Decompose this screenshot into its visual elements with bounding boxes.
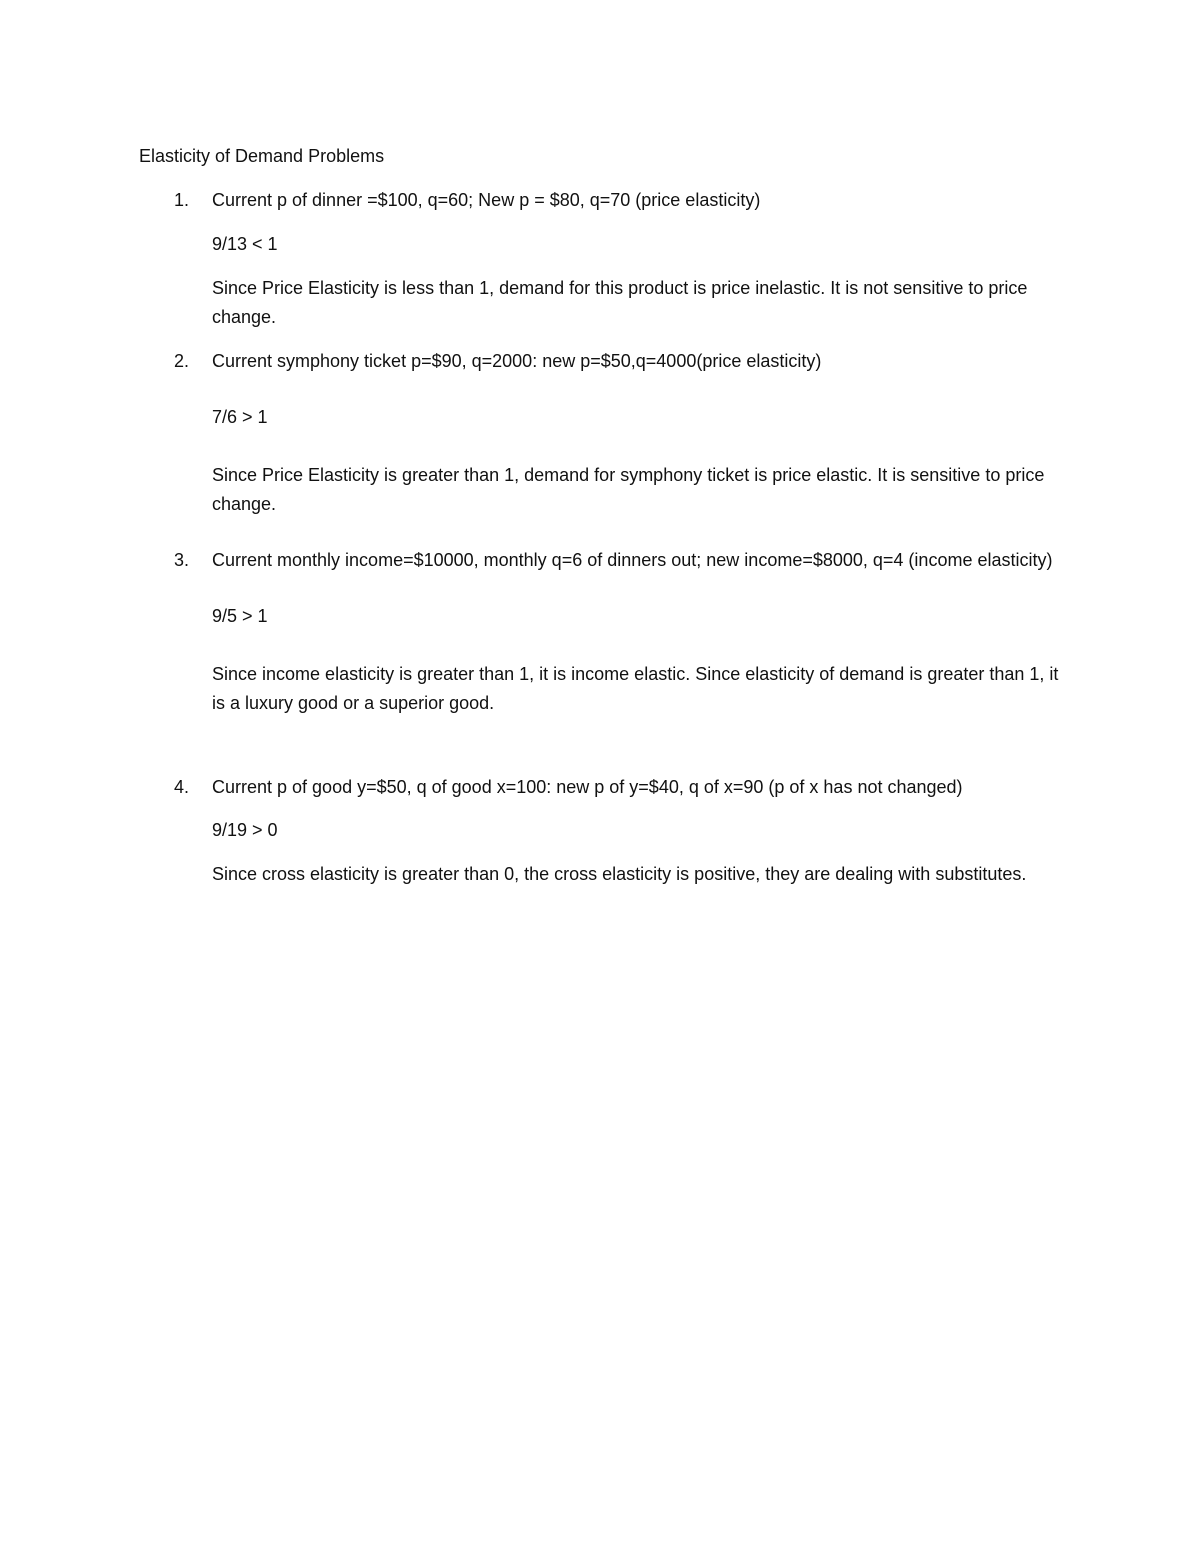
problem-item	[139, 347, 1069, 519]
problem-number: 1.	[174, 190, 190, 210]
problem-statement: Current p of dinner =$100, q=60; New p = $80, q=70 (price elasticity)	[212, 190, 761, 210]
problem-item	[139, 773, 1069, 889]
problem-result: 9/13 < 1	[212, 234, 278, 254]
problem-statement: Current monthly income=$10000, monthly q=6 of dinners out; new income=$8000, q=4 (income elasticity)	[212, 550, 1053, 570]
problem-explanation: Since income elasticity is greater than 1, it is income elastic. Since elasticity of demand is greater than 1, it is a luxury good or a superior good.	[212, 664, 1059, 713]
problem-item	[139, 186, 1069, 332]
problem-number: 3.	[174, 550, 190, 570]
problem-result: 9/5 > 1	[212, 606, 268, 626]
problem-number: 2.	[174, 351, 190, 371]
problem-body	[212, 347, 1069, 519]
problem-explanation: Since Price Elasticity is less than 1, demand for this product is price inelastic. It is not sensitive to price change.	[212, 278, 1028, 327]
document-title: Elasticity of Demand Problems	[139, 146, 385, 166]
problem-explanation: Since Price Elasticity is greater than 1, demand for symphony ticket is price elastic. It is sensitive to price change.	[212, 465, 1045, 514]
problem-explanation: Since cross elasticity is greater than 0, the cross elasticity is positive, they are dealing with substitutes.	[212, 864, 1027, 884]
problem-result: 7/6 > 1	[212, 407, 268, 427]
problem-statement: Current symphony ticket p=$90, q=2000: new p=$50,q=4000(price elasticity)	[212, 351, 822, 371]
problem-number: 4.	[174, 777, 190, 797]
problem-item	[139, 546, 1069, 718]
problem-body	[212, 546, 1069, 718]
problem-body	[212, 773, 1069, 889]
problem-statement: Current p of good y=$50, q of good x=100: new p of y=$40, q of x=90 (p of x has not changed)	[212, 777, 963, 797]
problem-body	[212, 186, 1069, 332]
problem-result: 9/19 > 0	[212, 820, 278, 840]
